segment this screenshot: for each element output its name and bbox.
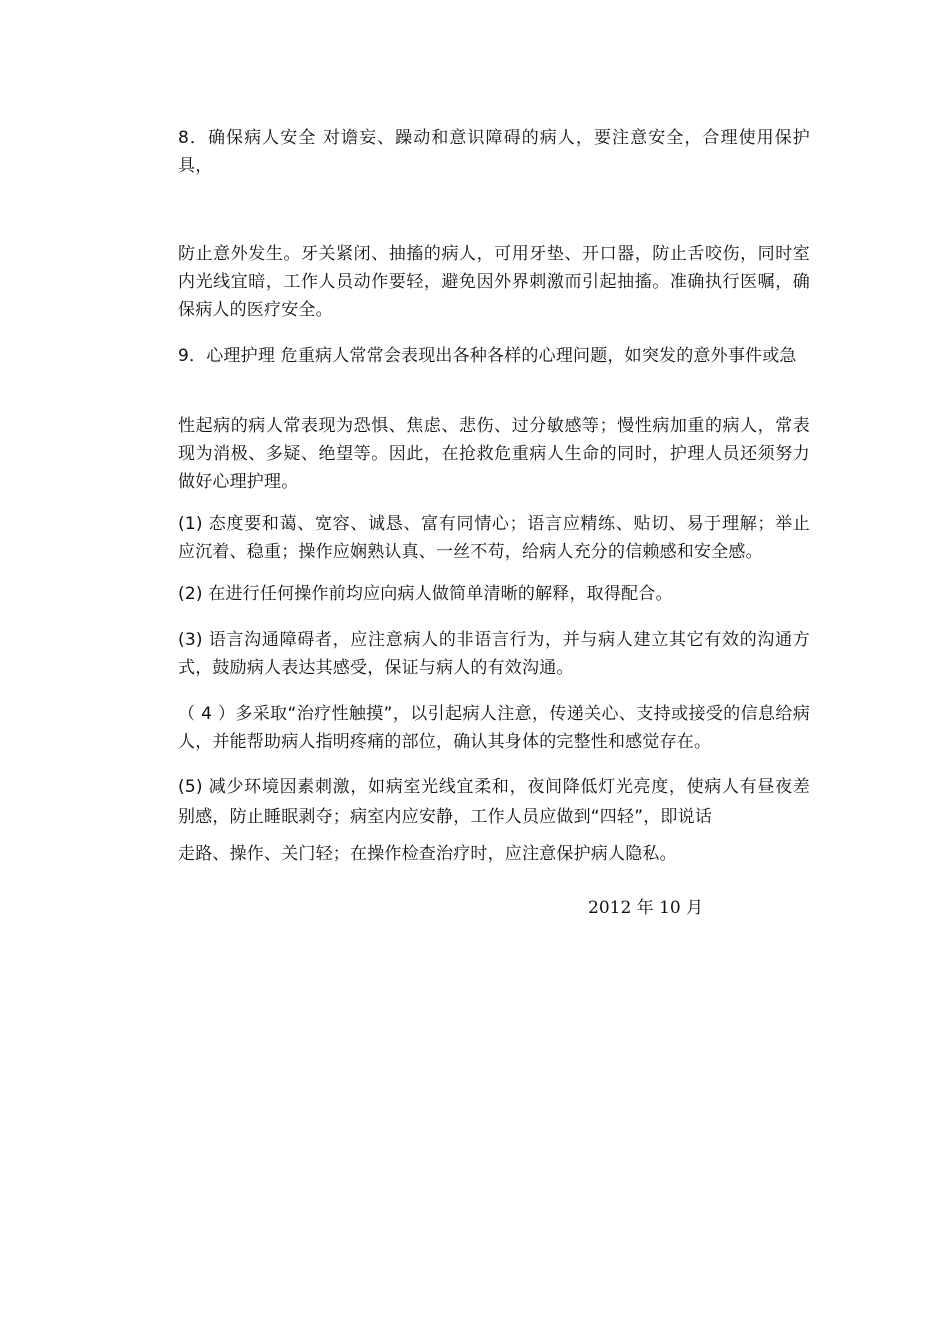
list-item-explanation: (2) 在进行任何操作前均应向病人做简单清晰的解释，取得配合。 bbox=[178, 584, 673, 604]
list-item-therapeutic-touch: （ 4 ）多采取“治疗性触摸”，以引起病人注意，传递关心、支持或接受的信息给病人，并能帮助病人指明疼痛的部位，确认其身体的完整性和感觉存在。 bbox=[178, 704, 810, 752]
list-item-communication: (3) 语言沟通障碍者，应注意病人的非语言行为，并与病人建立其它有效的沟通方式，鼓励病人表达其感受，保证与病人的有效沟通。 bbox=[178, 630, 810, 678]
list-item-environment-continued: 走路、操作、关门轻；在操作检查治疗时，应注意保护病人隐私。 bbox=[178, 844, 677, 864]
paragraph-psychological-care: 9．心理护理 危重病人常常会表现出各种各样的心理问题，如突发的意外事件或急 bbox=[178, 346, 797, 366]
paragraph-accident-prevention: 防止意外发生。牙关紧闭、抽搐的病人，可用牙垫、开口器，防止舌咬伤，同时室内光线宜暗，工作人员动作要轻，避免因外界刺激而引起抽搐。准确执行医嘱，确保病人的医疗安全。 bbox=[178, 244, 810, 320]
list-item-attitude: (1) 态度要和蔼、宽容、诚恳、富有同情心；语言应精练、贴切、易于理解；举止应沉着、稳重；操作应娴熟认真、一丝不苟，给病人充分的信赖感和安全感。 bbox=[178, 514, 810, 562]
list-item-environment: (5) 减少环境因素刺激，如病室光线宜柔和，夜间降低灯光亮度，使病人有昼夜差别感，防止睡眠剥夺；病室内应安静，工作人员应做到“四轻”，即说话 bbox=[178, 777, 810, 827]
paragraph-patient-emotions: 性起病的病人常表现为恐惧、焦虑、悲伤、过分敏感等；慢性病加重的病人，常表现为消极、多疑、绝望等。因此，在抢救危重病人生命的同时，护理人员还须努力做好心理护理。 bbox=[178, 416, 810, 492]
paragraph-patient-safety: 8．确保病人安全 对谵妄、躁动和意识障碍的病人，要注意安全，合理使用保护具， bbox=[178, 128, 810, 176]
document-date: 2012 年 10 月 bbox=[588, 898, 704, 918]
